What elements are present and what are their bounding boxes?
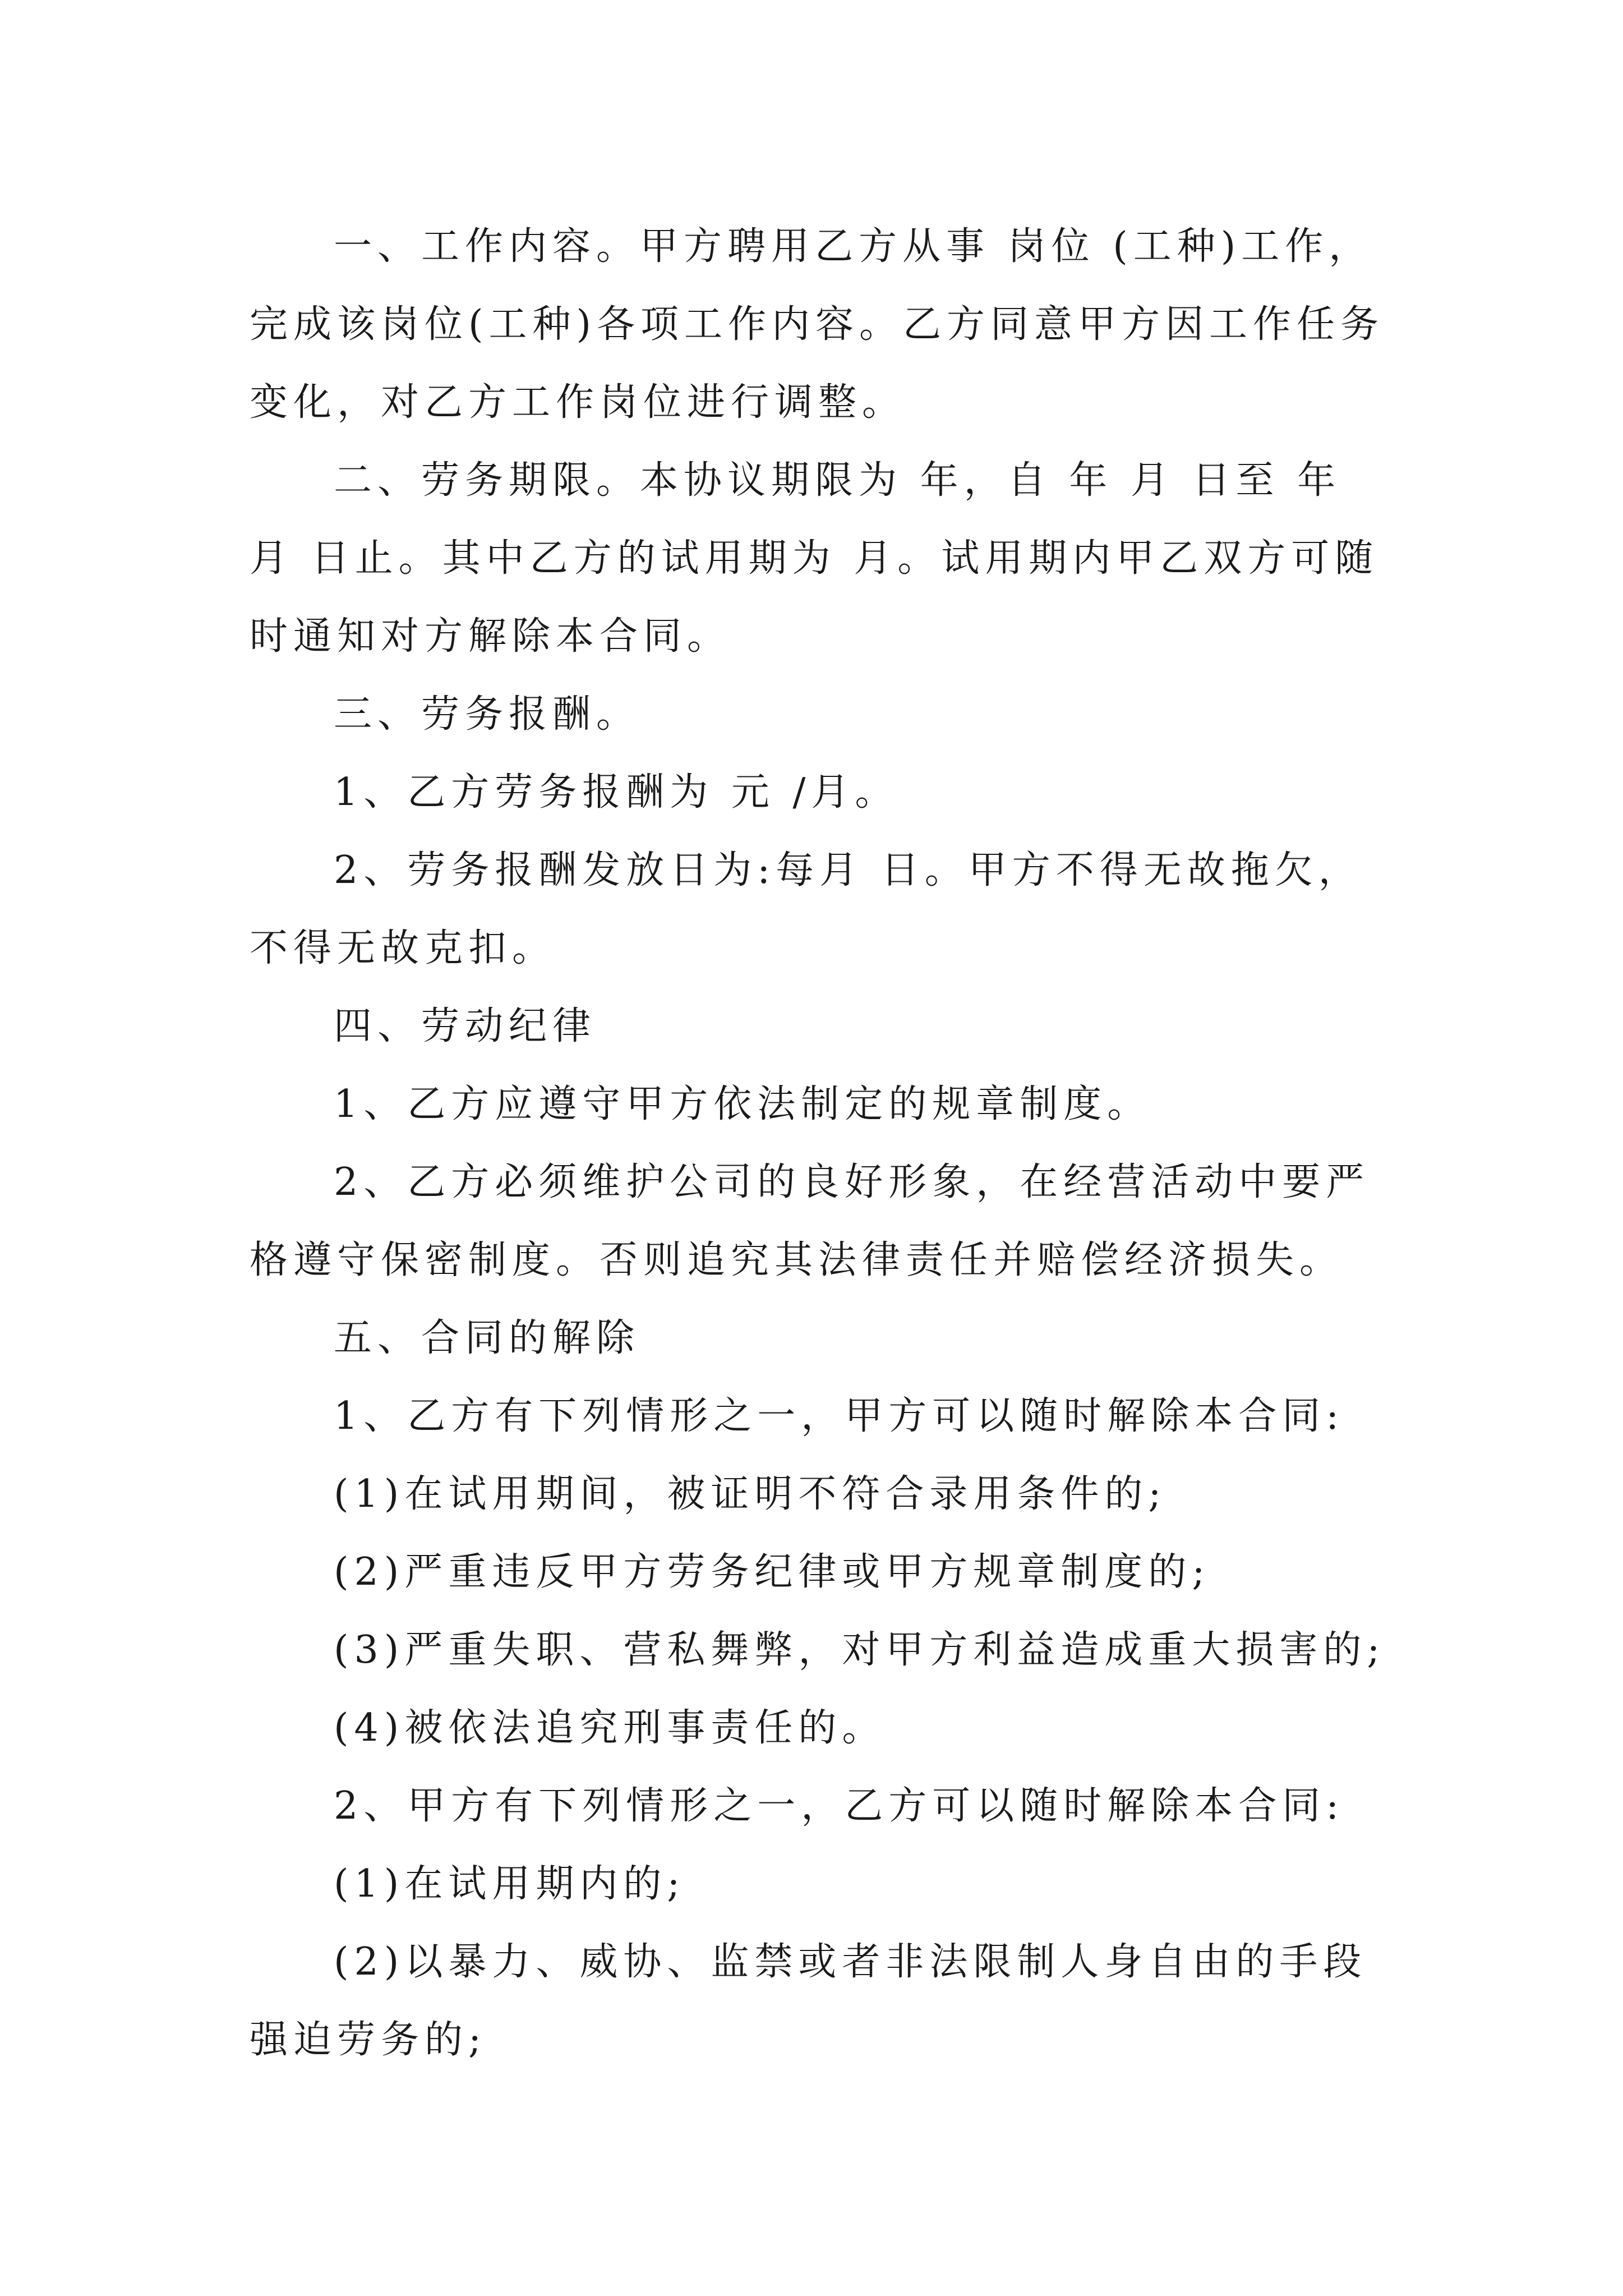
- heading-remuneration: 三、劳务报酬。: [334, 692, 640, 737]
- list-item-a2: (2)严重违反甲方劳务纪律或甲方规章制度的;: [334, 1550, 1211, 1594]
- paragraph-termination-by-party-b: 2、甲方有下列情形之一，乙方可以随时解除本合同:: [334, 1784, 1345, 1828]
- heading-contract-termination: 五、合同的解除: [334, 1316, 640, 1360]
- list-item-a1: (1)在试用期间，被证明不符合录用条件的;: [334, 1472, 1167, 1516]
- paragraph-service-term: 二、劳务期限。本协议期限为 年，自 年 月 日至 年 月 日止。其中乙方的试用期为 月。试用期内甲乙双方可随时通知对方解除本合同。: [250, 458, 1379, 659]
- heading-labor-discipline: 四、劳动纪律: [334, 1004, 597, 1048]
- document-body: [250, 208, 1388, 2079]
- list-item-b2: (2)以暴力、威协、监禁或者非法限制人身自由的手段强迫劳务的;: [250, 1940, 1367, 2062]
- paragraph-work-content: 一、工作内容。甲方聘用乙方从事 岗位 (工种)工作，完成该岗位(工种)各项工作内容。乙方同意甲方因工作任务变化，对乙方工作岗位进行调整。: [250, 224, 1385, 425]
- paragraph-remuneration-amount: 1、乙方劳务报酬为 元 /月。: [334, 770, 899, 815]
- paragraph-discipline-rules: 1、乙方应遵守甲方依法制定的规章制度。: [334, 1082, 1151, 1126]
- paragraph-discipline-confidentiality: 2、乙方必须维护公司的良好形象，在经营活动中要严格遵守保密制度。否则追究其法律责任并赔偿经济损失。: [250, 1160, 1370, 1282]
- paragraph-termination-by-party-a: 1、乙方有下列情形之一，甲方可以随时解除本合同:: [334, 1394, 1345, 1438]
- paragraph-payment-date: 2、劳务报酬发放日为:每月 日。甲方不得无故拖欠，不得无故克扣。: [250, 848, 1362, 970]
- list-item-a4: (4)被依法追究刑事责任的。: [334, 1706, 886, 1750]
- list-item-b1: (1)在试用期内的;: [334, 1862, 686, 1906]
- list-item-a3: (3)严重失职、营私舞弊，对甲方利益造成重大损害的;: [334, 1628, 1386, 1672]
